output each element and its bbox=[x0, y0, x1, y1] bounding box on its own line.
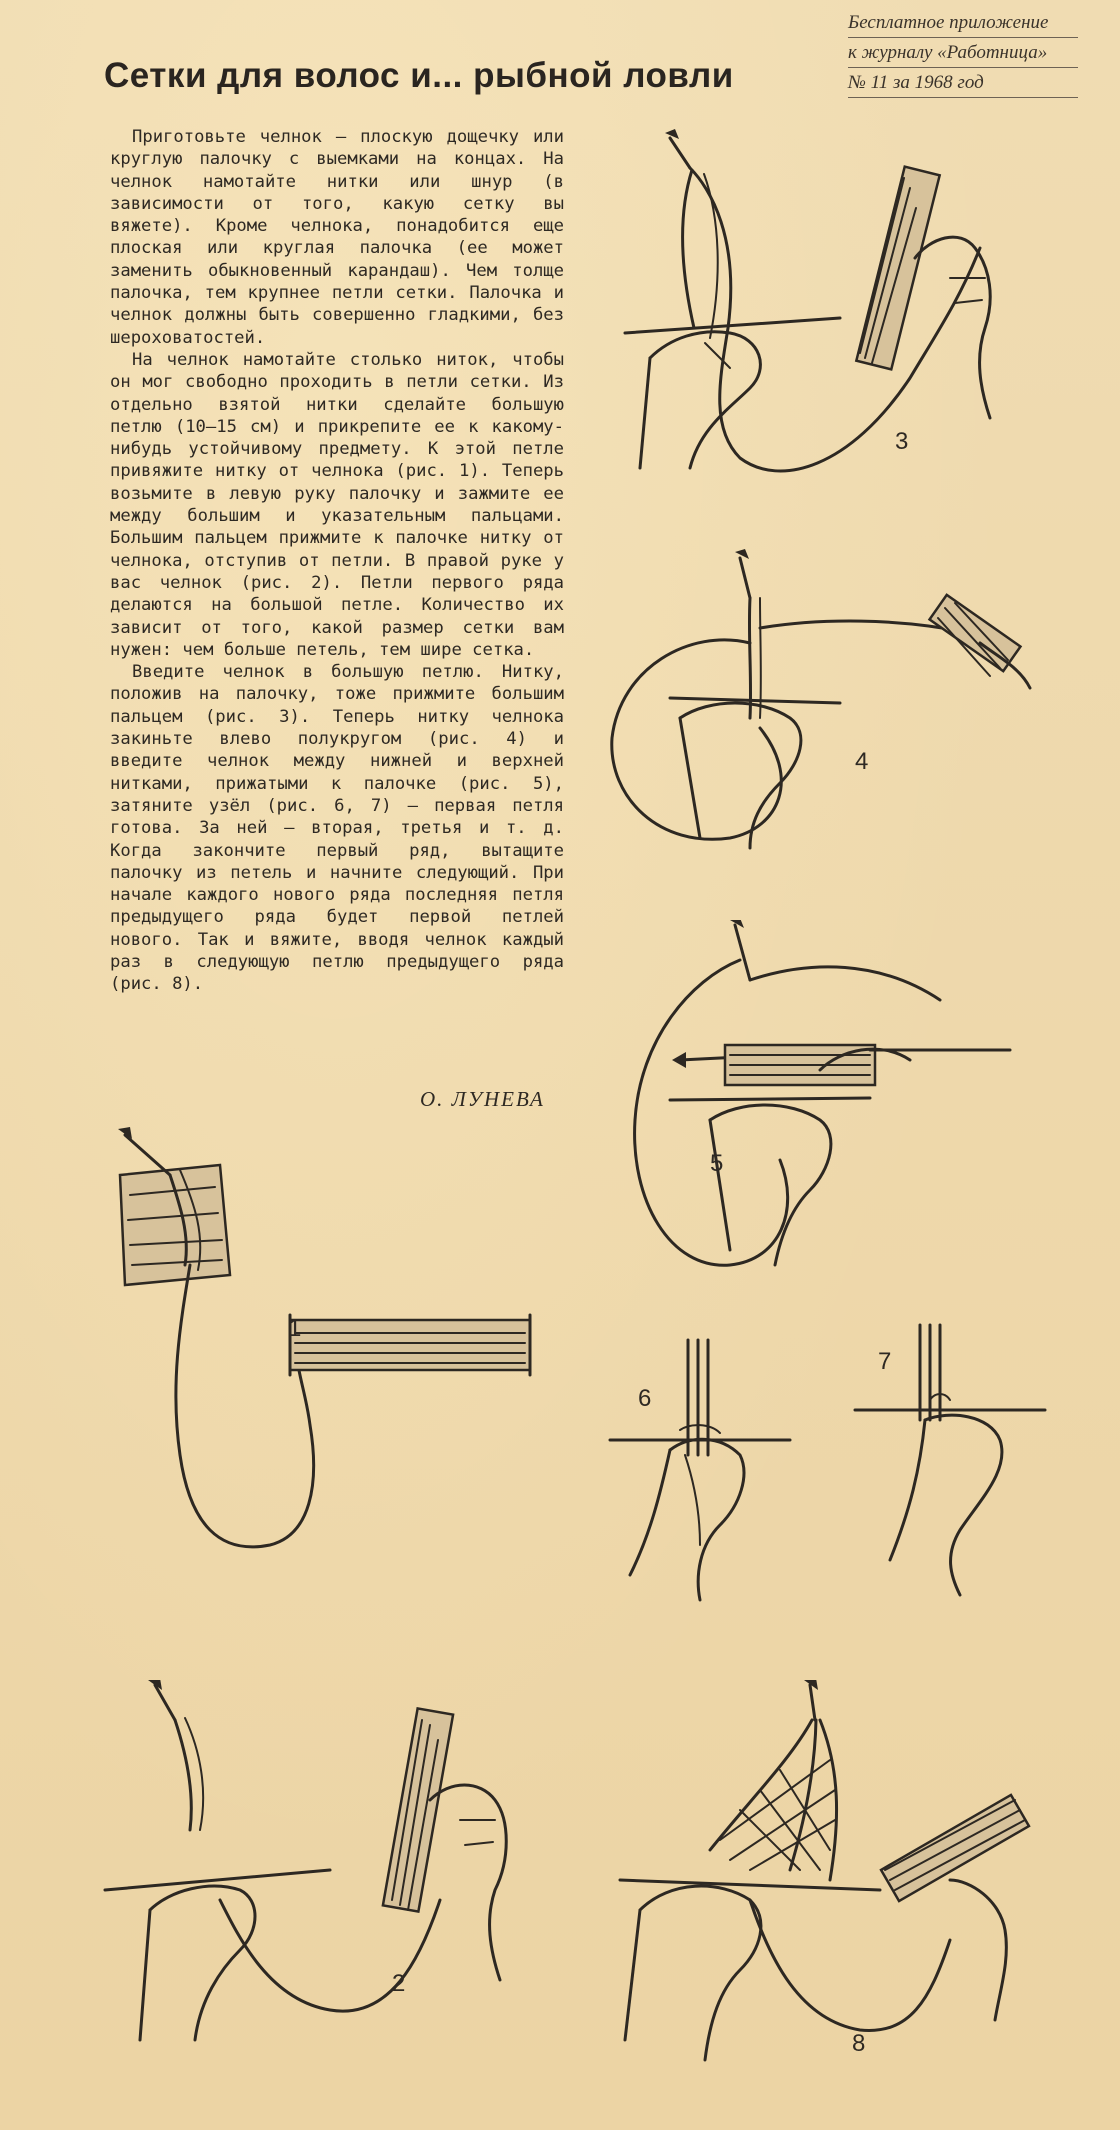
figure-8-label: 8 bbox=[852, 2030, 866, 2057]
figure-2-illustration bbox=[100, 1680, 540, 2080]
paragraph-2: На челнок намотайте столько ниток, чтобы он мог свободно проходить в петли сетки. Из отдельно взятой нитки сделайте большую петлю (10—15 см) и прикрепите ее к какому-нибудь устойчивому предмету. К этой петле привяжите нитку от челнока (рис. 1). Теперь возьмите в левую руку палочку и зажмите ее между большим и указательным пальцами. Большим пальцем прижмите к палочке нитку от челнока, отступив от петли. В правой руке у вас челнок (рис. 2). Петли первого ряда делаются на большой петле. Количество их зависит от того, какой размер сетки вам нужен: чем больше петель, тем шире сетка. bbox=[110, 349, 564, 660]
figure-8-illustration bbox=[600, 1680, 1040, 2090]
figure-1-label: 1 bbox=[288, 1315, 302, 1342]
paragraph-1: Приготовьте челнок — плоскую дощечку или круглую палочку с выемками на концах. На челнок намотайте нитки или шнур (в зависимости от того, какую сетку вы вяжете). Кроме челнока, понадобится еще плоская или круглая палочка (ее может заменить обыкновенный карандаш). Чем толще палочка, тем крупнее петли сетки. Палочка и челнок должны быть совершенно гладкими, без шероховатостей. bbox=[110, 127, 564, 348]
supplement-line-1: Бесплатное приложение bbox=[848, 8, 1078, 38]
supplement-line-3: № 11 за 1968 год bbox=[848, 68, 1078, 98]
supplement-line-2: к журналу «Работница» bbox=[848, 38, 1078, 68]
figure-6-illustration bbox=[600, 1335, 800, 1605]
figure-1-illustration bbox=[110, 1125, 550, 1585]
figure-2-label: 2 bbox=[392, 1970, 406, 1997]
figure-7-illustration bbox=[850, 1320, 1050, 1600]
supplement-note bbox=[848, 8, 1078, 98]
article-body bbox=[110, 126, 564, 996]
figure-5-illustration bbox=[610, 920, 1050, 1280]
figure-3-illustration bbox=[610, 128, 1050, 498]
article-author: О. ЛУНЕВА bbox=[420, 1087, 545, 1111]
figure-3-label: 3 bbox=[895, 428, 909, 455]
figure-4-label: 4 bbox=[855, 748, 869, 775]
figure-5-label: 5 bbox=[710, 1150, 724, 1177]
figure-7-label: 7 bbox=[878, 1348, 892, 1375]
figure-4-illustration bbox=[600, 548, 1040, 858]
paragraph-3: Введите челнок в большую петлю. Нитку, положив на палочку, тоже прижмите большим пальцем (рис. 3). Теперь нитку челнока закиньте влево полукругом (рис. 4) и введите челнок между нижней и верхней нитками, прижатыми к палочке (рис. 5), затяните узёл (рис. 6, 7) — первая петля готова. За ней — вторая, третья и т. д. Когда закончите первый ряд, вытащите палочку из петель и начните следующий. При начале каждого нового ряда последняя петля предыдущего ряда будет первой петлей нового. Так и вяжите, вводя челнок каждый раз в следующую петлю предыдущего ряда (рис. 8). bbox=[110, 662, 564, 995]
article-title: Сетки для волос и... рыбной ловли bbox=[104, 56, 734, 95]
figure-6-label: 6 bbox=[638, 1385, 652, 1412]
